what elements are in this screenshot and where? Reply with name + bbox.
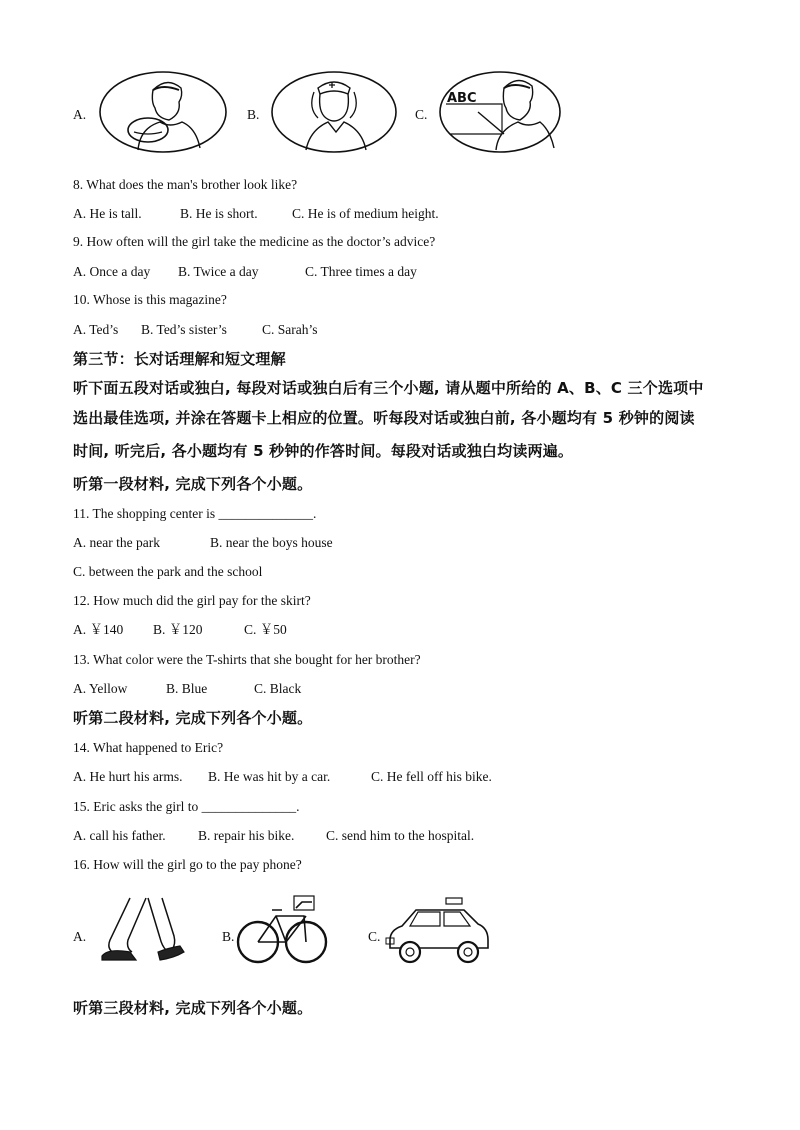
section-3-instructions-line-3: 时间, 听完后, 各小题均有 5 秒钟的作答时间。每段对话或独白均读两遍。 [73, 442, 574, 460]
q10-option-c: C. Sarah’s [262, 322, 318, 337]
q15-option-b: B. repair his bike. [198, 828, 295, 843]
q13-option-c: C. Black [254, 681, 302, 696]
section-3-instructions-line-2: 选出最佳选项, 并涂在答题卡上相应的位置。听每段对话或独白前, 各小题均有 5 秒钟的阅读 [73, 409, 695, 427]
question-8: 8. What does the man's brother look like? [73, 177, 298, 192]
question-16: 16. How will the girl go to the pay phone? [73, 857, 302, 872]
taxi-icon [384, 896, 494, 970]
q11-option-a: A. near the park [73, 535, 160, 550]
question-12: 12. How much did the girl pay for the skirt? [73, 593, 311, 608]
q10-option-b: B. Ted’s sister’s [141, 322, 227, 337]
q12-option-a: A. ￥140 [73, 622, 124, 637]
q8-option-b: B. He is short. [180, 206, 258, 221]
q13-option-b: B. Blue [166, 681, 208, 696]
q7-option-a-label: A. [73, 107, 87, 122]
q8-option-a: A. He is tall. [73, 206, 142, 221]
q8-option-c: C. He is of medium height. [292, 206, 439, 221]
question-9: 9. How often will the girl take the medicine as the doctor’s advice? [73, 234, 436, 249]
section-3-title: 第三节：长对话理解和短文理解 [73, 350, 286, 368]
q9-option-b: B. Twice a day [178, 264, 259, 279]
part-3-heading: 听第三段材料, 完成下列各个小题。 [73, 999, 313, 1017]
question-14: 14. What happened to Eric? [73, 740, 224, 755]
q12-option-c: C. ￥50 [244, 622, 287, 637]
q11-option-c: C. between the park and the school [73, 564, 263, 579]
q14-option-a: A. He hurt his arms. [73, 769, 183, 784]
teacher-icon [438, 70, 562, 154]
question-11: 11. The shopping center is ______________. [73, 506, 317, 521]
board-text: ABC [447, 91, 477, 106]
question-13: 13. What color were the T-shirts that she bought for her brother? [73, 652, 421, 667]
driver-icon [98, 70, 228, 154]
q11-option-b: B. near the boys house [210, 535, 333, 550]
q12-option-b: B. ￥120 [153, 622, 203, 637]
q7-option-b-label: B. [247, 107, 260, 122]
q9-option-a: A. Once a day [73, 264, 151, 279]
section-3-instructions-line-1: 听下面五段对话或独白, 每段对话或独白后有三个小题, 请从题中所给的 A、B、C 三个选项中 [73, 379, 704, 397]
q14-option-c: C. He fell off his bike. [371, 769, 492, 784]
q16-option-c-label: C. [368, 929, 381, 944]
q15-option-c: C. send him to the hospital. [326, 828, 475, 843]
q16-option-b-label: B. [222, 929, 235, 944]
q9-option-c: C. Three times a day [305, 264, 417, 279]
q16-option-a-label: A. [73, 929, 87, 944]
walking-legs-icon [96, 896, 188, 970]
q14-option-b: B. He was hit by a car. [208, 769, 331, 784]
q15-option-a: A. call his father. [73, 828, 166, 843]
question-15: 15. Eric asks the girl to ______________. [73, 799, 300, 814]
part-2-heading: 听第二段材料, 完成下列各个小题。 [73, 709, 313, 727]
nurse-icon [270, 70, 398, 154]
q13-option-a: A. Yellow [73, 681, 128, 696]
question-10: 10. Whose is this magazine? [73, 292, 227, 307]
q10-option-a: A. Ted’s [73, 322, 119, 337]
bicycle-icon [236, 890, 328, 970]
part-1-heading: 听第一段材料, 完成下列各个小题。 [73, 475, 313, 493]
q7-option-c-label: C. [415, 107, 428, 122]
